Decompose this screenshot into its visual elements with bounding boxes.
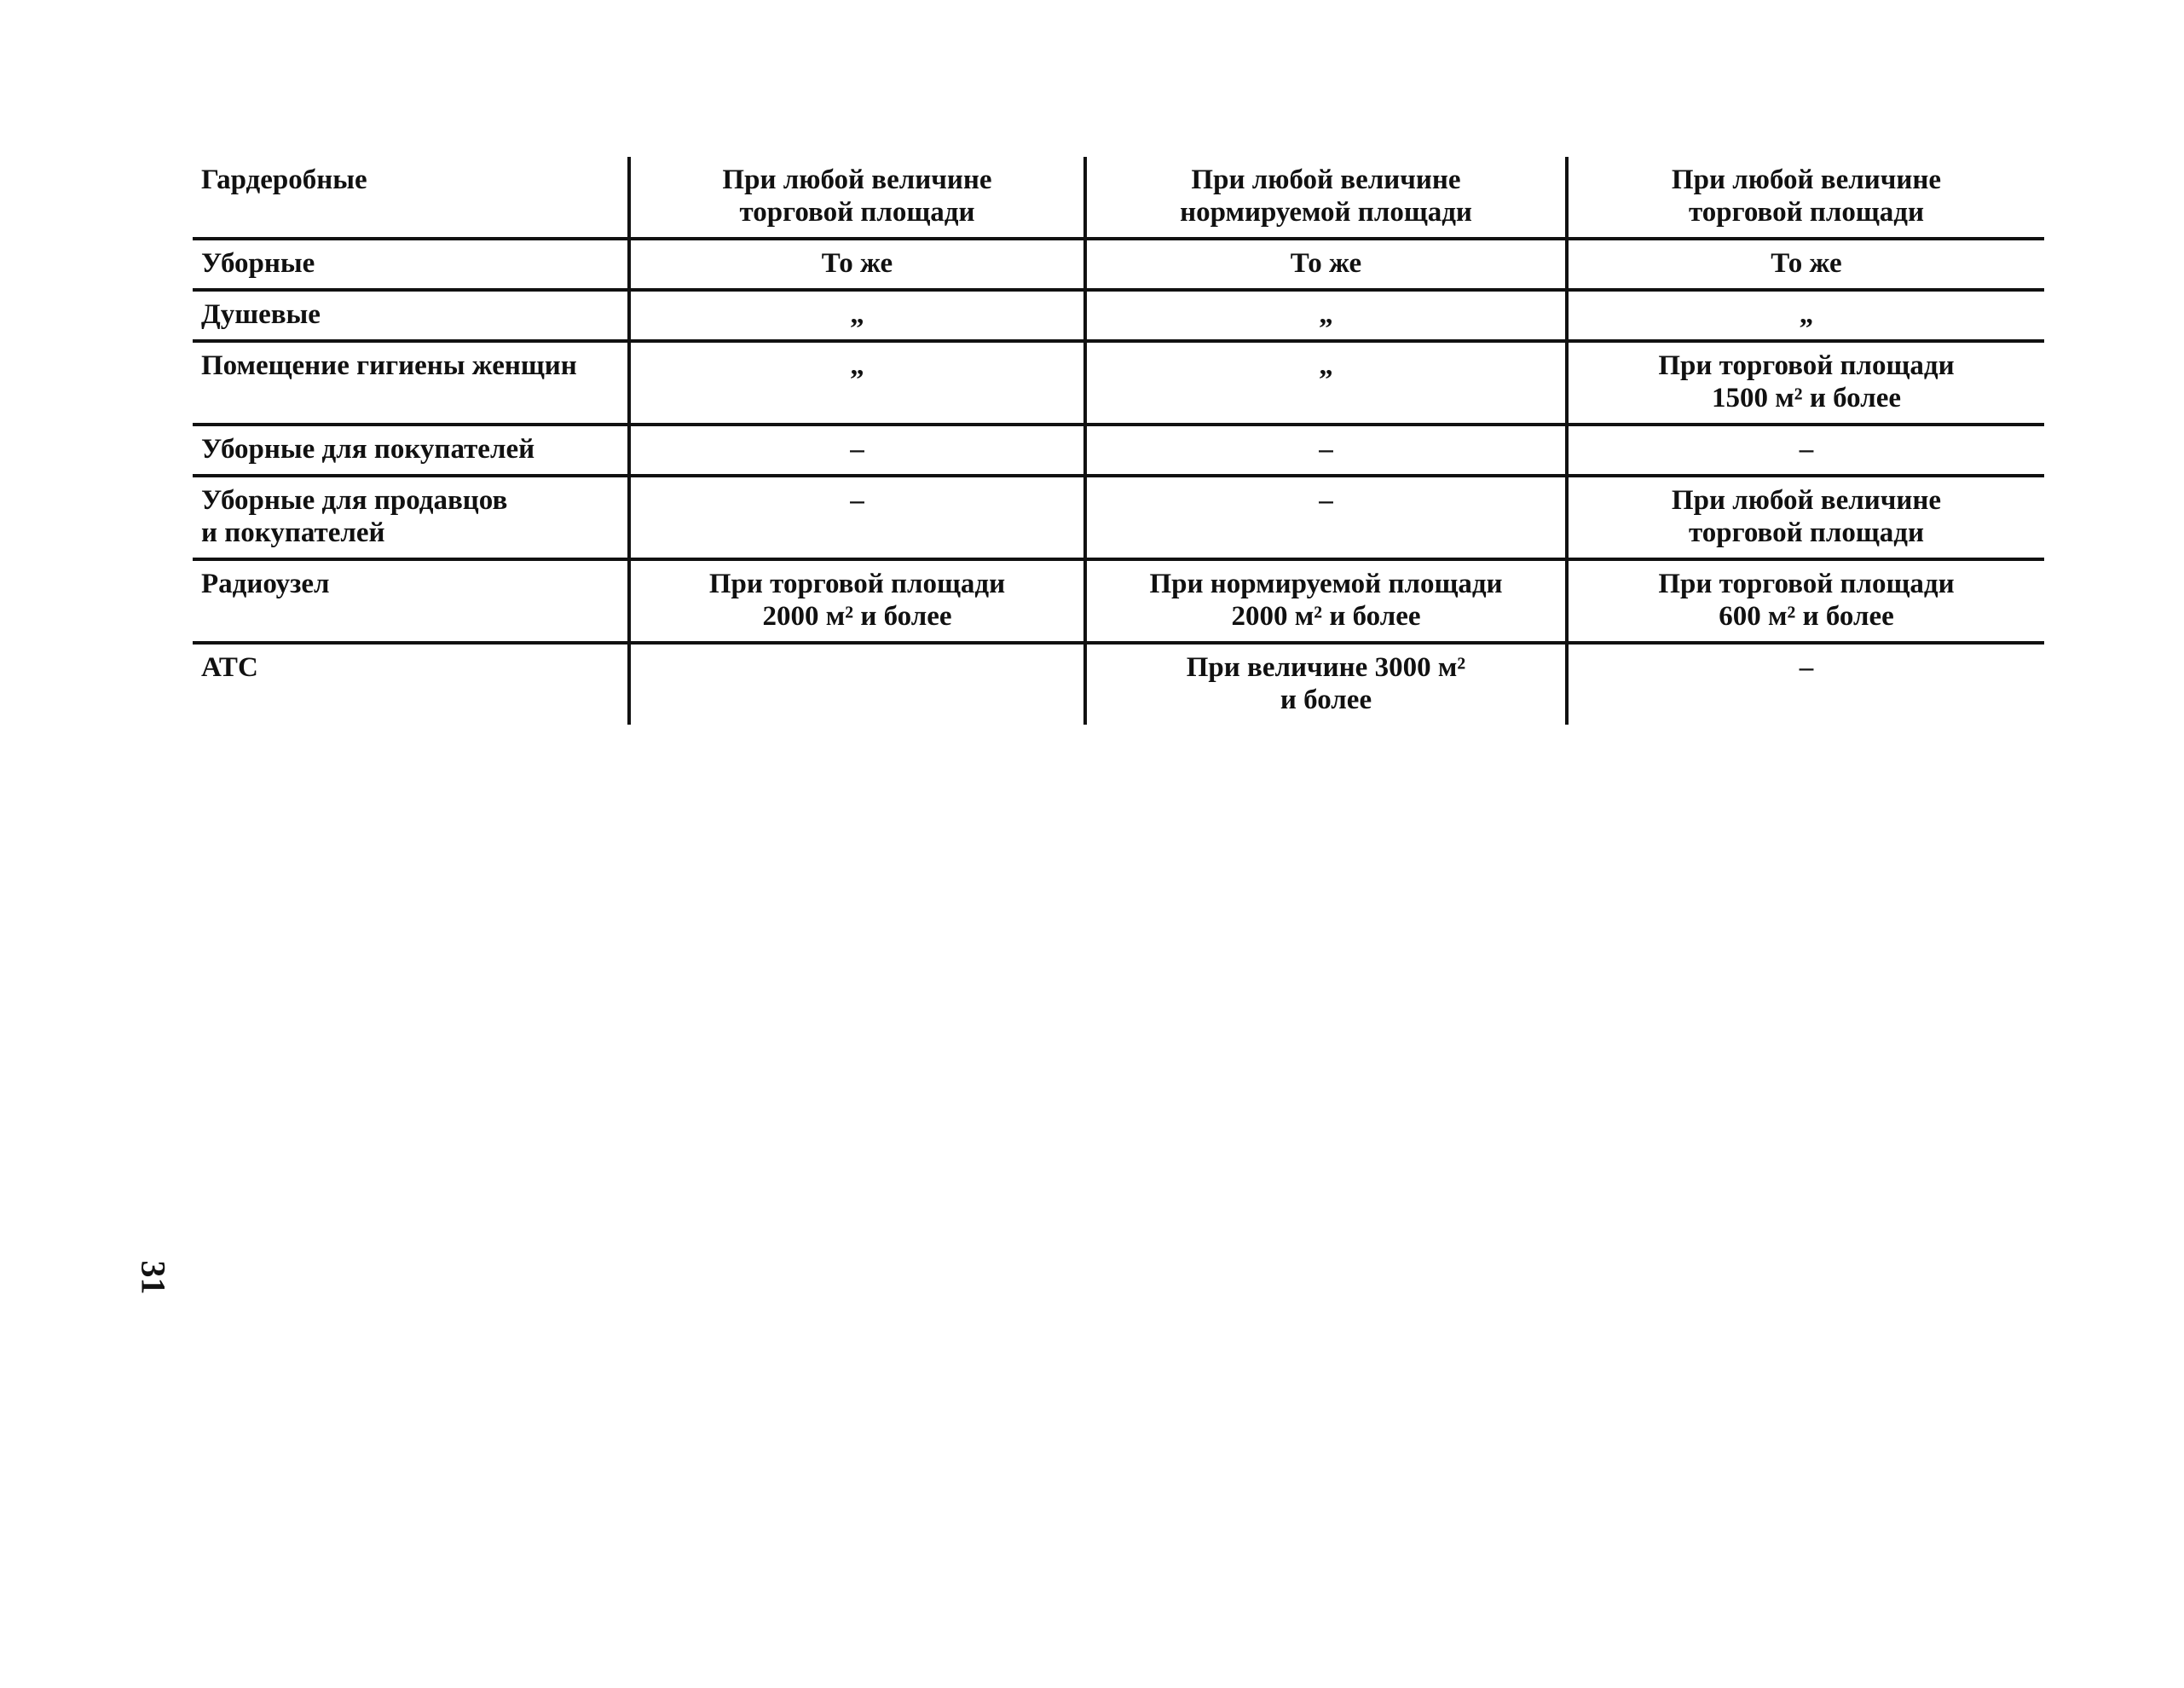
cell-text: нормируемой площади	[1180, 197, 1472, 228]
table-cell	[1085, 239, 1567, 290]
row-label: Гардеробные	[201, 165, 367, 195]
cell-text: При любой величине	[1671, 485, 1942, 516]
cell-text: То же	[1290, 248, 1362, 279]
table-cell	[1567, 341, 2044, 425]
table-cell	[629, 290, 1085, 341]
row-label-cell	[193, 476, 629, 559]
row-label-cell	[193, 290, 629, 341]
cell-text: 1500 м² и более	[1711, 383, 1902, 413]
cell-text: При величине 3000 м²	[1186, 652, 1466, 683]
table-cell	[629, 341, 1085, 425]
table-row	[193, 157, 2044, 239]
row-label-cell	[193, 425, 629, 476]
ditto-mark: „	[850, 299, 864, 330]
table-cell	[1085, 476, 1567, 559]
row-label: и покупателей	[201, 517, 385, 548]
ditto-mark: „	[850, 350, 864, 381]
table-row	[193, 290, 2044, 341]
row-label-cell	[193, 341, 629, 425]
cell-text: и более	[1280, 685, 1372, 715]
cell-text: торговой площади	[1689, 197, 1924, 228]
row-label: АТС	[201, 652, 258, 683]
cell-text: торговой площади	[739, 197, 975, 228]
row-label: Душевые	[201, 299, 321, 330]
table-row	[193, 341, 2044, 425]
row-label-cell	[193, 157, 629, 239]
table-cell	[1085, 157, 1567, 239]
cell-text: При нормируемой площади	[1149, 569, 1503, 599]
row-label-cell	[193, 643, 629, 725]
table-cell	[1567, 239, 2044, 290]
ditto-mark: „	[1799, 299, 1814, 330]
ditto-mark: „	[1319, 299, 1333, 330]
table-cell	[629, 559, 1085, 643]
row-label: Помещение гигиены женщин	[201, 350, 577, 381]
dash-mark: –	[1799, 652, 1814, 683]
cell-text: 2000 м² и более	[1231, 601, 1421, 632]
table-cell	[629, 476, 1085, 559]
ditto-mark: „	[1319, 350, 1333, 381]
dash-mark: –	[1319, 485, 1333, 516]
row-label-cell	[193, 239, 629, 290]
page-number: 31	[134, 1260, 173, 1295]
table-row	[193, 239, 2044, 290]
table-row	[193, 425, 2044, 476]
cell-text: То же	[1771, 248, 1842, 279]
dash-mark: –	[1799, 434, 1814, 465]
cell-text: При любой величине	[1191, 165, 1461, 195]
table-row	[193, 559, 2044, 643]
cell-text: При любой величине	[722, 165, 992, 195]
table-cell	[629, 157, 1085, 239]
cell-text: При торговой площади	[1658, 350, 1955, 381]
row-label: Радиоузел	[201, 569, 330, 599]
table-row	[193, 476, 2044, 559]
table-cell	[1567, 559, 2044, 643]
table-row	[193, 643, 2044, 725]
cell-text: При любой величине	[1671, 165, 1942, 195]
row-label: Уборные для продавцов	[201, 485, 508, 516]
table-cell	[629, 239, 1085, 290]
table-cell	[1567, 157, 2044, 239]
cell-text: При торговой площади	[708, 569, 1006, 599]
table-cell	[629, 643, 1085, 725]
row-label-cell	[193, 559, 629, 643]
table-cell	[1567, 290, 2044, 341]
table-cell	[1085, 341, 1567, 425]
cell-text: 600 м² и более	[1719, 601, 1894, 632]
cell-text: торговой площади	[1689, 517, 1924, 548]
cell-text: То же	[821, 248, 893, 279]
table-cell	[1085, 643, 1567, 725]
table-cell	[1567, 425, 2044, 476]
requirements-table	[193, 157, 2044, 725]
cell-text: При торговой площади	[1658, 569, 1955, 599]
cell-text: 2000 м² и более	[762, 601, 952, 632]
table-cell	[1567, 643, 2044, 725]
table-cell	[629, 425, 1085, 476]
dash-mark: –	[850, 485, 864, 516]
table-cell	[1085, 290, 1567, 341]
table-cell	[1085, 559, 1567, 643]
dash-mark: –	[1319, 434, 1333, 465]
table-cell	[1085, 425, 1567, 476]
dash-mark: –	[850, 434, 864, 465]
row-label: Уборные для покупателей	[201, 434, 535, 465]
row-label: Уборные	[201, 248, 315, 279]
table-cell	[1567, 476, 2044, 559]
